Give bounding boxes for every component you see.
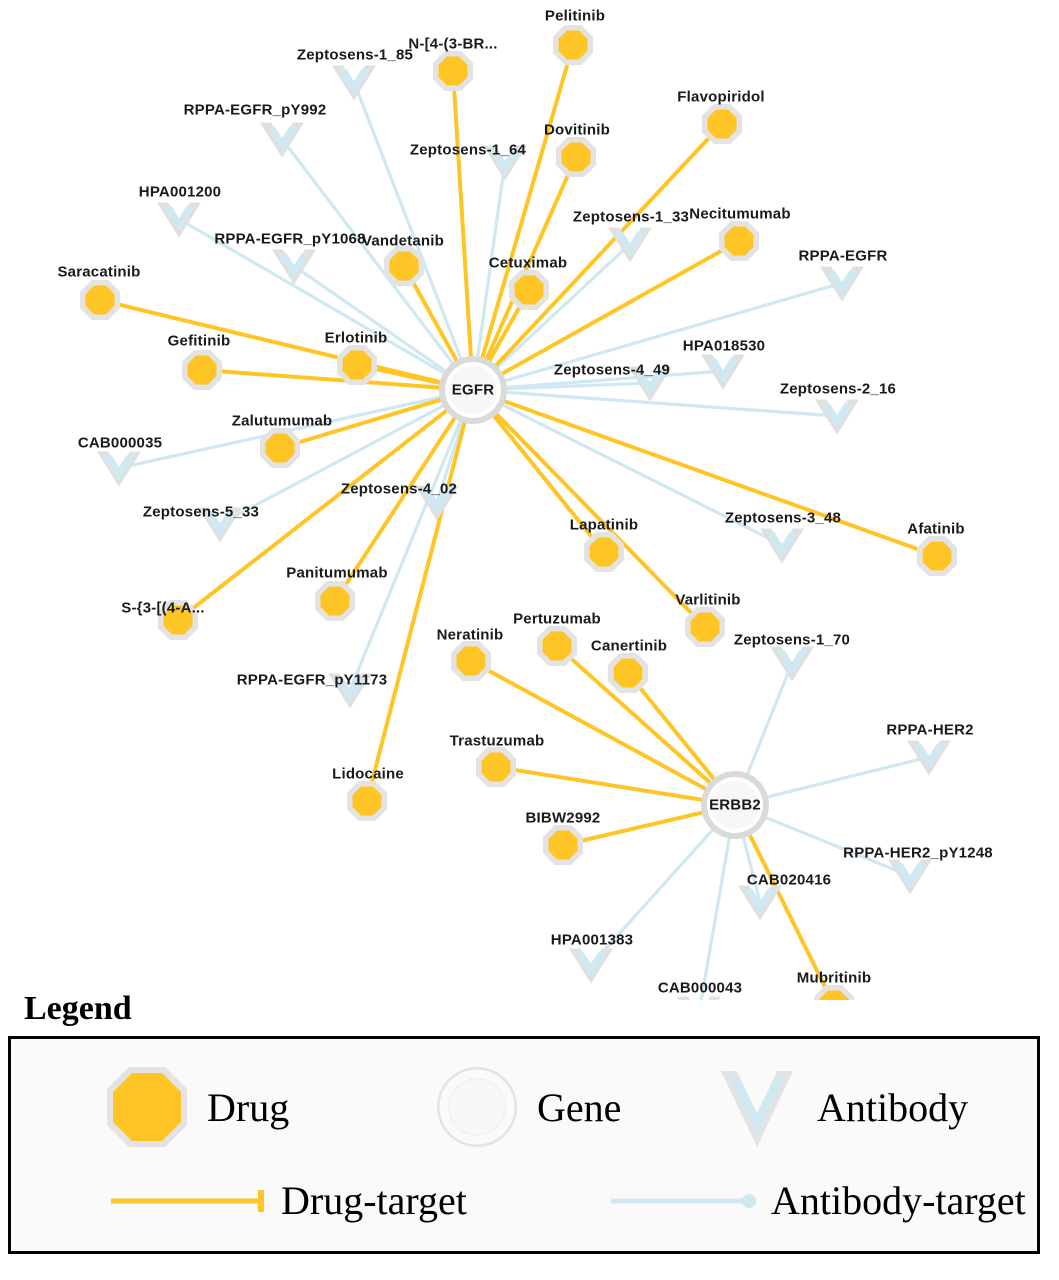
drug-label: Canertinib	[590, 637, 668, 655]
antibody-label: Zeptosens-3_48	[724, 509, 842, 527]
antibody-vee-icon	[711, 1061, 803, 1153]
drug-label: Erlotinib	[324, 329, 388, 347]
antibody-label: RPPA-EGFR_pY992	[183, 101, 327, 119]
legend-item-drug-target	[111, 1177, 467, 1224]
gene-label: EGFR	[451, 381, 495, 399]
antibody-label: HPA001383	[550, 931, 634, 949]
drug-label: N-[4-(3-BR...	[408, 35, 498, 53]
drug-label: Gefitinib	[167, 332, 231, 350]
legend-item-gene	[431, 1061, 621, 1153]
drug-label: Saracatinib	[57, 263, 141, 281]
drug-node[interactable]	[476, 747, 516, 787]
legend-label-drug: Drug	[207, 1084, 290, 1130]
drug-node[interactable]	[608, 653, 648, 693]
drug-label: Neratinib	[436, 626, 504, 644]
drug-node[interactable]	[182, 350, 222, 390]
drug-label: S-{3-[(4-A...	[121, 599, 205, 617]
antibody-node[interactable]	[260, 123, 304, 158]
antibody-label: Zeptosens-5_33	[142, 503, 260, 521]
legend-item-drug	[101, 1061, 289, 1153]
legend-label-gene: Gene	[537, 1084, 622, 1130]
drug-node[interactable]	[584, 532, 624, 572]
antibody-target-edge-icon	[611, 1186, 761, 1216]
antibody-label: RPPA-EGFR_pY1173	[236, 671, 388, 689]
antibody-node[interactable]	[332, 66, 376, 101]
antibody-label: CAB000043	[657, 979, 743, 997]
drug-target-edge	[473, 390, 705, 627]
drug-node[interactable]	[556, 137, 596, 177]
drug-node[interactable]	[543, 825, 583, 865]
drug-label: Afatinib	[907, 520, 965, 538]
antibody-label: Zeptosens-1_64	[409, 141, 527, 159]
antibody-node[interactable]	[888, 860, 932, 895]
drug-label: Lidocaine	[332, 765, 404, 783]
antibody-node[interactable]	[157, 203, 201, 238]
legend-item-antibody	[711, 1061, 968, 1153]
gene-circle-icon	[431, 1061, 523, 1153]
drug-node[interactable]	[509, 270, 549, 310]
antibody-node[interactable]	[569, 949, 613, 984]
drug-node[interactable]	[315, 581, 355, 621]
antibody-label: RPPA-HER2	[886, 721, 974, 739]
antibody-node[interactable]	[272, 250, 316, 285]
gene-label: ERBB2	[709, 796, 761, 814]
drug-label: Pertuzumab	[513, 610, 601, 628]
drug-label: Varlitinib	[675, 591, 741, 609]
drug-node[interactable]	[537, 626, 577, 666]
antibody-label: Zeptosens-1_85	[296, 46, 414, 64]
antibody-node[interactable]	[907, 741, 951, 776]
drug-octagon-icon	[101, 1061, 193, 1153]
drug-target-edge-icon	[111, 1186, 271, 1216]
legend-shape-row	[11, 1061, 1037, 1156]
antibody-label: HPA018530	[682, 337, 766, 355]
drug-label: BIBW2992	[525, 809, 601, 827]
drug-node[interactable]	[702, 104, 742, 144]
antibody-label: RPPA-HER2_pY1248	[843, 844, 993, 862]
antibody-label: RPPA-EGFR_pY1068	[214, 230, 366, 248]
drug-node[interactable]	[384, 246, 424, 286]
legend	[8, 990, 1048, 1254]
antibody-node[interactable]	[760, 529, 804, 564]
drug-node[interactable]	[260, 428, 300, 468]
drug-node[interactable]	[433, 51, 473, 91]
antibody-label: CAB000035	[77, 434, 163, 452]
drug-label: Panitumumab	[286, 564, 388, 582]
legend-label-antibody-target: Antibody-target	[771, 1178, 1026, 1223]
antibody-node[interactable]	[820, 267, 864, 302]
drug-node[interactable]	[917, 536, 957, 576]
antibody-label: Zeptosens-4_02	[340, 480, 458, 498]
drug-label: Lapatinib	[569, 516, 639, 534]
antibody-node[interactable]	[770, 647, 814, 682]
drug-label: Cetuximab	[488, 254, 568, 272]
antibody-label: HPA001200	[138, 183, 222, 201]
drug-label: Necitumumab	[689, 205, 791, 223]
legend-edge-row	[11, 1177, 1037, 1247]
antibody-node[interactable]	[815, 400, 859, 435]
drug-node[interactable]	[337, 345, 377, 385]
drug-label: Dovitinib	[544, 121, 610, 139]
drug-node[interactable]	[451, 641, 491, 681]
drug-node[interactable]	[553, 25, 593, 65]
antibody-node[interactable]	[738, 886, 782, 921]
drug-label: Pelitinib	[544, 7, 606, 25]
drug-node[interactable]	[80, 280, 120, 320]
antibody-label: RPPA-EGFR	[798, 247, 888, 265]
legend-label-antibody: Antibody	[817, 1084, 969, 1130]
antibody-label: Zeptosens-4_49	[553, 361, 671, 379]
drug-label: Trastuzumab	[449, 732, 545, 750]
legend-item-antibody-target	[611, 1177, 1026, 1224]
antibody-node[interactable]	[97, 452, 141, 487]
drug-node[interactable]	[719, 221, 759, 261]
drug-node[interactable]	[347, 781, 387, 821]
antibody-label: Zeptosens-2_16	[779, 380, 897, 398]
legend-box	[8, 1036, 1040, 1254]
drug-node[interactable]	[685, 607, 725, 647]
legend-title: Legend	[24, 990, 132, 1027]
antibody-target-edge	[350, 390, 473, 690]
drug-label: Vandetanib	[361, 232, 445, 250]
antibody-label: CAB020416	[746, 871, 832, 889]
antibody-label: Zeptosens-1_70	[733, 631, 851, 649]
legend-label-drug-target: Drug-target	[281, 1178, 467, 1223]
drug-label: Zalutumumab	[231, 412, 333, 430]
drug-label: Mubritinib	[796, 969, 872, 987]
antibody-label: Zeptosens-1_33	[572, 208, 690, 226]
drug-label: Flavopiridol	[677, 88, 765, 106]
